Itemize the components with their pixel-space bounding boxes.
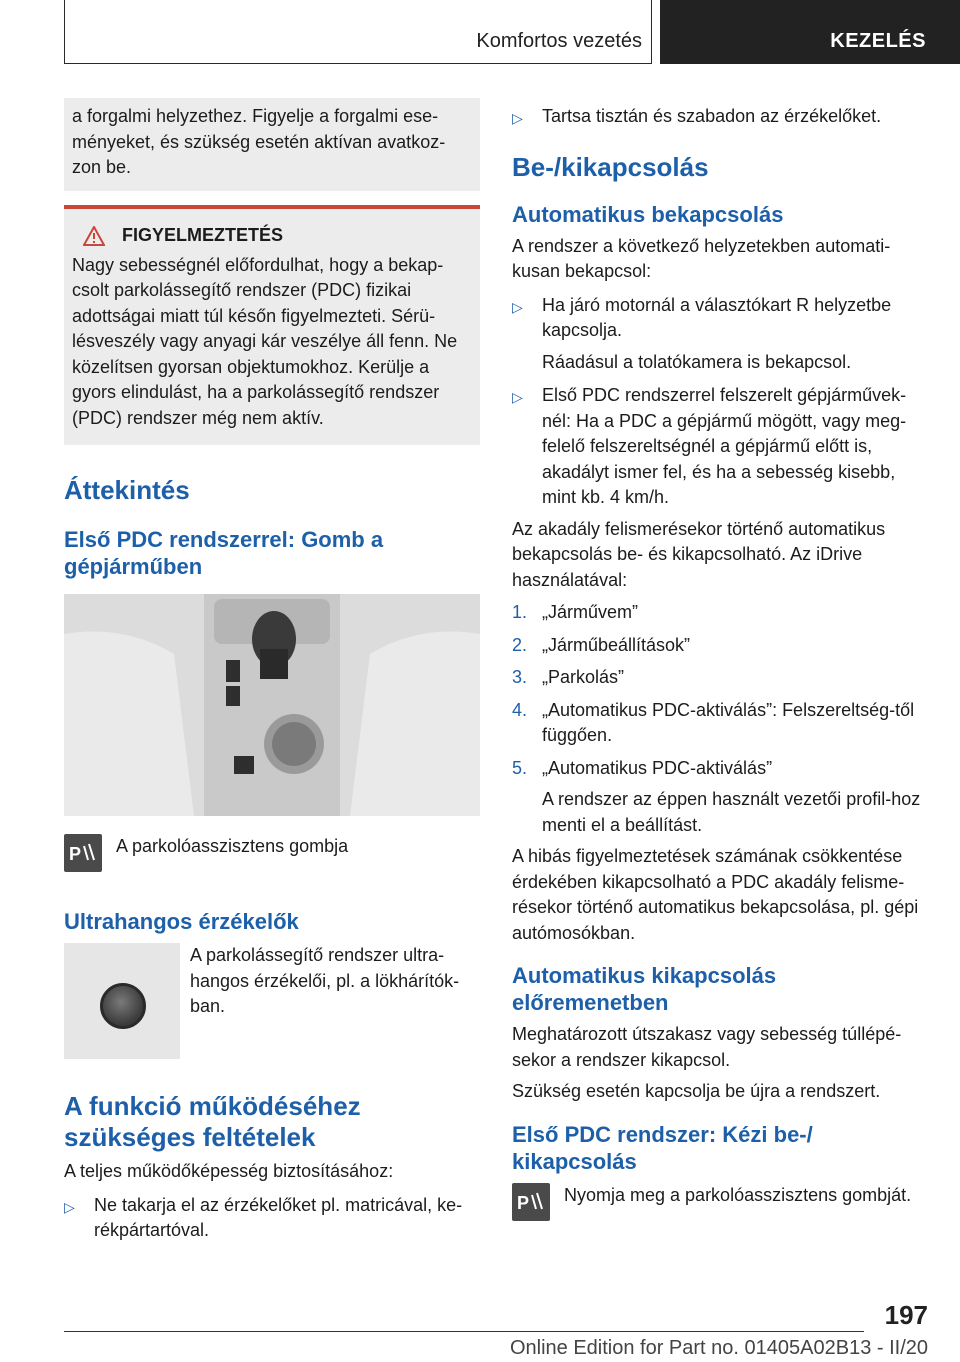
intro-note	[64, 98, 480, 191]
bullet-1-note: Ráadásul a tolatókamera is bekapcsol.	[542, 351, 852, 372]
step-item	[512, 633, 928, 659]
bullet-clean	[512, 104, 928, 132]
requirements-text: A teljes működőképesség biztosításához:	[64, 1161, 394, 1181]
header-chapter-label: KEZELÉS	[830, 29, 926, 52]
overview-heading: Áttekintés	[64, 475, 190, 505]
header-right-rule	[651, 0, 652, 64]
svg-text:P: P	[69, 844, 82, 864]
idrive-text: Az akadály felismerésekor történő automatikus bekapcsolás be- és kikapcsolható. Az iDrive használatával:	[512, 518, 886, 590]
step-text: „Automatikus PDC-aktiválás”: Felszereltség-től függően.	[542, 699, 915, 745]
auto-off-heading: Automatikus kikapcsolás előremenetben	[512, 963, 777, 1015]
header-left-rule	[64, 0, 65, 64]
manual-text: Nyomja meg a parkolóasszisztens gombját.	[564, 1184, 912, 1205]
step-item	[512, 756, 928, 782]
step-5-note: A rendszer az éppen használt vezetői profil-hoz menti el a beállítást.	[542, 789, 921, 835]
right-column	[512, 98, 928, 1221]
left-column	[64, 98, 480, 1244]
bullet-triangle-icon: ▷	[512, 298, 523, 315]
bullet-1-text: Ha járó motornál a választókart R helyzetbe kapcsolja.	[542, 294, 892, 340]
step-item	[512, 698, 928, 749]
step-number: 2.	[512, 634, 528, 655]
step-text: „Automatikus PDC-aktiválás”	[542, 757, 773, 778]
requirements-bullet-text: Ne takarja el az érzékelőket pl. matricával, ke-rékpártartóval.	[94, 1194, 463, 1240]
manual-row	[512, 1183, 928, 1221]
sensor-dot	[100, 983, 146, 1029]
header-bottom-rule	[64, 63, 652, 64]
header-section-title: Komfortos vezetés	[476, 30, 642, 52]
onoff-heading: Be-/kikapcsolás	[512, 151, 709, 182]
bullet-triangle-icon: ▷	[512, 110, 523, 126]
false-warning-text: A hibás figyelmeztetések számának csökkentése érdekében kikapcsolható a PDC akadály felisme-résekor történő automatikus bekapcsolása, pl. gépi autómosókban.	[512, 846, 919, 943]
warning-box	[64, 205, 480, 446]
bullet-triangle-icon: ▷	[512, 389, 523, 405]
requirements-bullet	[64, 1193, 480, 1244]
ultrasonic-sensor-image	[64, 943, 180, 1059]
pdc-button-icon	[64, 834, 102, 872]
step-number: 5.	[512, 757, 528, 778]
step-text: „Parkolás”	[542, 667, 625, 687]
step-number: 3.	[512, 667, 528, 687]
auto-on-text: A rendszer a következő helyzetekben automati-kusan bekapcsol:	[512, 235, 891, 281]
page-number: 197	[884, 1300, 928, 1330]
figure-caption: A parkolóasszisztens gombja	[116, 836, 349, 856]
step-list	[512, 600, 928, 838]
header-chapter-tab	[660, 0, 960, 64]
footer-edition: Online Edition for Part no. 01405A02B13 - II/20	[509, 1337, 928, 1359]
step-number: 1.	[512, 602, 528, 622]
requirements-heading: A funkció működéséhez szükséges feltételek	[64, 1091, 361, 1152]
auto-on-bullet-2	[512, 383, 928, 511]
step-text: „Járműbeállítások”	[542, 634, 691, 655]
warning-text: Nagy sebességnél előfordulhat, hogy a bekap-csolt parkolássegítő rendszer (PDC) fizikai adottságai miatt túl későn figyelmezteti. Sérü-lésveszély vagy anyagi kár veszélye áll fenn. Ne közelítsen gyorsan objektumokhoz. Kerülje a gyors elindulást, ha a parkolássegítő rendszer (PDC) rendszer még nem aktív.	[72, 254, 458, 428]
intro-text: a forgalmi helyzethez. Figyelje a forgalmi ese-ményeket, és szükség esetén aktívan avatkoz-zon be.	[72, 106, 446, 177]
manual-heading: Első PDC rendszer: Kézi be-/ kikapcsolás	[512, 1121, 813, 1174]
center-console-figure	[64, 594, 480, 816]
step-text: „Járművem”	[542, 602, 639, 622]
auto-on-bullet-1	[512, 293, 928, 344]
step-item	[512, 600, 928, 626]
bullet-2-text: Első PDC rendszerrel felszerelt gépjárművek-nél: Ha a PDC a gépjármű mögött, vagy meg-felelő felszereltségnél a gépjármű előtt is, akadályt ismer fel, és ha a sebesség kisebb, mint kb. 4 km/h.	[542, 385, 907, 507]
auto-off-note: Szükség esetén kapcsolja be újra a rendszert.	[512, 1081, 881, 1101]
bullet-triangle-icon: ▷	[64, 1198, 75, 1215]
svg-text:P: P	[517, 1192, 530, 1213]
auto-on-heading: Automatikus bekapcsolás	[512, 201, 784, 227]
step-item	[512, 665, 928, 691]
ultrasonic-heading: Ultrahangos érzékelők	[64, 909, 299, 934]
ultrasonic-text: A parkolássegítő rendszer ultra-hangos érzékelői, pl. a lökhárítók-ban.	[190, 945, 460, 1016]
step-number: 4.	[512, 699, 528, 720]
auto-off-text: Meghatározott útszakasz vagy sebesség túllépé-sekor a rendszer kikapcsol.	[512, 1024, 902, 1070]
pdc-button-icon	[512, 1183, 550, 1221]
figure-caption-row	[64, 834, 480, 872]
footer-rule	[64, 1331, 864, 1332]
warning-title: FIGYELMEZTETÉS	[122, 224, 284, 245]
warning-title-row	[72, 223, 472, 249]
ultrasonic-row	[64, 943, 480, 1059]
warning-triangle-icon	[72, 223, 116, 249]
front-pdc-heading: Első PDC rendszerrel: Gomb a gépjárműben	[64, 527, 384, 579]
bullet-clean-text: Tartsa tisztán és szabadon az érzékelőket.	[542, 106, 882, 126]
